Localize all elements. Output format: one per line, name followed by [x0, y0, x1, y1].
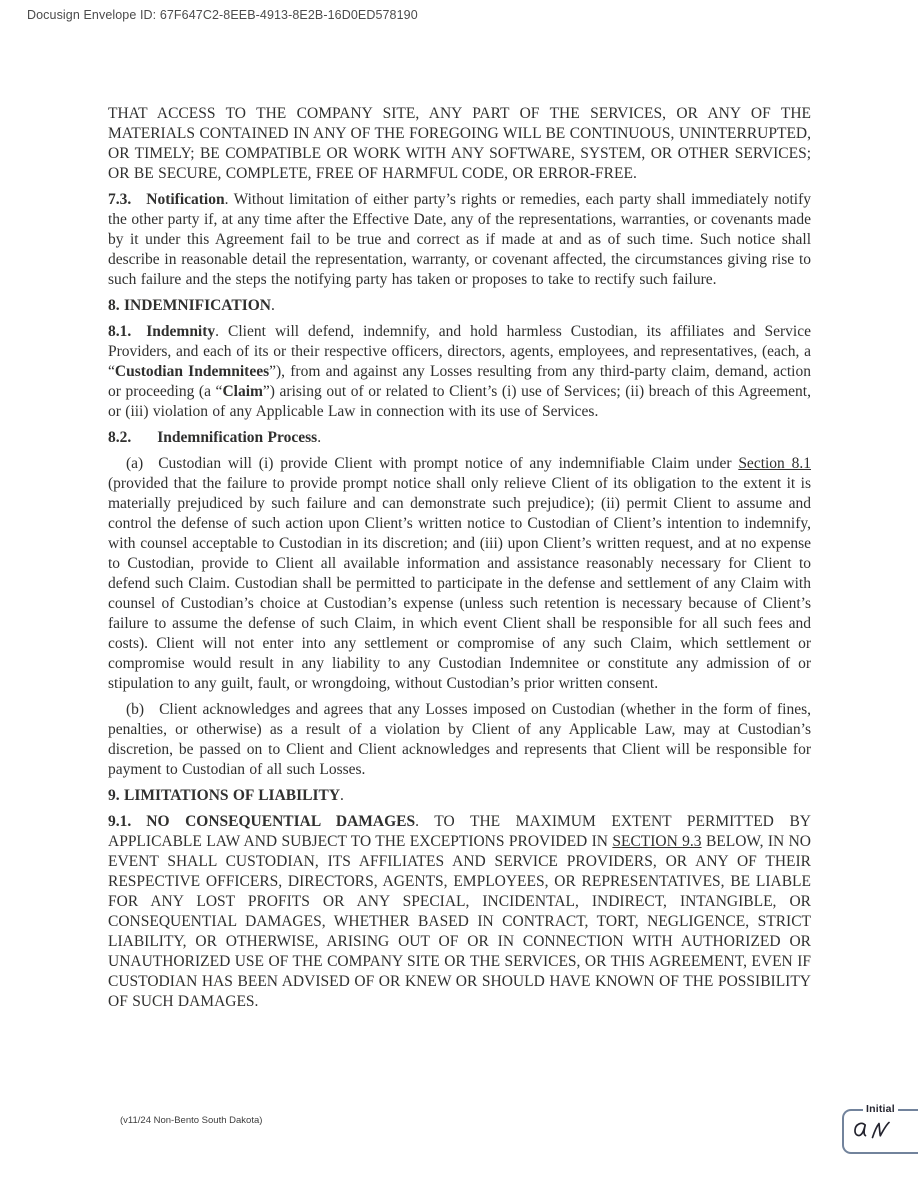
text-run: 8.1. — [108, 323, 132, 340]
text-run: Indemnification Process — [157, 429, 318, 446]
text-run: Indemnity — [146, 323, 216, 340]
initials-handwriting — [850, 1117, 898, 1149]
text-run: BELOW, IN NO EVENT SHALL CUSTODIAN, ITS AFFILIATES AND SERVICE PROVIDERS, OR ANY OF THEIR RESPECTIVE OFFICERS, DIRECTORS, AGENTS, EMPLOYEES, OR REPRESENTATIVES, BE LIABLE FOR ANY LOST PROFITS OR ANY SPECIAL, INCIDENTAL, INDIRECT, INTANGIBLE, OR CONSEQUENTIAL DAMAGES, WHETHER BASED IN CONTRACT, TORT, NEGLIGENCE, STRICT LIABILITY, OR OTHERWISE, ARISING OUT OF OR IN CONNECTION WITH AUTHORIZED OR UNAUTHORIZED USE OF THE COMPANY SITE OR THE SERVICES, OR THIS AGREEMENT, EVEN IF CUSTODIAN HAS BEEN ADVISED OF OR KNEW OR SHOULD HAVE KNOWN OF THE POSSIBILITY OF SUCH DAMAGES. — [108, 833, 811, 1010]
text-run: . TO THE MAXIMUM EXTENT PERMITTED BY APPLICABLE LAW AND SUBJECT TO THE EXCEPTIONS PROVIDED IN — [108, 813, 811, 850]
text-run: 9.1. — [108, 813, 132, 830]
text-run: (provided that the failure to provide prompt notice shall only relieve Client of its obligation to the extent it is materially prejudiced by such failure and can demonstrate such prejudice); (ii) permit Client to assume and control the defense of such action upon Client’s written notice to Custodian of Client’s intention to indemnify, with counsel acceptable to Custodian in its discretion; and (iii) upon Client’s written request, and at no expense to Custodian, provide to Client all available information and assistance reasonably necessary for Client to defend such Claim. Custodian shall be permitted to participate in the defense and settlement of any Claim with counsel of Custodian’s choice at Custodian’s expense (unless such retention is necessary because of Client’s failure to assume the defense of such Claim, in which event Client shall be responsible for all such fees and costs). Client will not enter into any settlement or compromise of any such Claim, which settlement or compromise would result in any liability to any Custodian Indemnitee or constitute any admission of or stipulation to any guilt, fault, or wrongdoing, without Custodian’s prior written consent. — [108, 475, 811, 692]
text-run: Claim — [222, 383, 263, 400]
text-run: . Client will defend, indemnify, and hold harmless Custodian, its affiliates and Service Providers, and each of its or their respective officers, directors, agents, employees, and representatives, (each, a “ — [108, 323, 811, 380]
text-run: THAT ACCESS TO THE COMPANY SITE, ANY PART OF THE SERVICES, OR ANY OF THE MATERIALS CONTAINED IN ANY OF THE FOREGOING WILL BE CONTINUOUS, UNINTERRUPTED, OR TIMELY; BE COMPATIBLE OR WORK WITH ANY SOFTWARE, SYSTEM, OR OTHER SERVICES; OR BE SECURE, COMPLETE, FREE OF HARMFUL CODE, OR ERROR-FREE. — [108, 105, 811, 182]
para-7-3-notification — [108, 190, 811, 290]
text-run: . — [317, 429, 322, 446]
text-run: (b) — [126, 701, 145, 718]
text-run: . Without limitation of either party’s rights or remedies, each party shall immediately notify the other party if, at any time after the Effective Date, any of the representations, warranties, or covenants made by it under this Agreement fail to be true and correct as if made at and as of such time. Such notice shall describe in reasonable detail the representation, warranty, or covenant affected, the circumstances giving rise to such failure and the steps the notifying party has taken or proposes to take to rectify such failure. — [108, 191, 811, 288]
heading-8-indemnification — [108, 296, 811, 316]
text-run: 9. LIMITATIONS OF LIABILITY — [108, 787, 341, 804]
text-run: ”), from and against any Losses resulting from any third-party claim, demand, action or proceeding (a “ — [108, 363, 811, 400]
document-body — [108, 104, 811, 1018]
text-run: SECTION 9.3 — [612, 833, 702, 850]
initial-signature-tab[interactable] — [842, 1103, 918, 1154]
footer-version-line: (v11/24 Non-Bento South Dakota) — [120, 1115, 263, 1126]
text-run: Client acknowledges and agrees that any Losses imposed on Custodian (whether in the form of fines, penalties, or otherwise) as a result of a violation by Client of any Applicable Law, may at Custodian’s discretion, be passed on to Client and Client acknowledges and represents that Client will be responsible for payment to Custodian of all such Losses. — [108, 701, 811, 778]
para-8-2-a — [108, 454, 811, 694]
para-9-1-no-consequential-damages — [108, 812, 811, 1012]
text-run: 8.2. — [108, 429, 132, 446]
text-run: Notification — [146, 191, 225, 208]
text-run: Custodian Indemnitees — [114, 363, 270, 380]
text-run: . — [270, 297, 275, 314]
heading-8-2-indemnification-process — [108, 428, 811, 448]
docusign-envelope-id: Docusign Envelope ID: 67F647C2-8EEB-4913-8E2B-16D0ED578190 — [27, 8, 418, 22]
heading-9-limitations-of-liability — [108, 786, 811, 806]
para-8-1-indemnity — [108, 322, 811, 422]
para-8-2-b — [108, 700, 811, 780]
para-warranty-disclaimer — [108, 104, 811, 184]
text-run: (a) — [126, 455, 144, 472]
text-run: . — [340, 787, 344, 804]
text-run: NO CONSEQUENTIAL DAMAGES — [146, 813, 416, 830]
text-run: Section 8.1 — [738, 455, 811, 472]
text-run: Custodian will (i) provide Client with prompt notice of any indemnifiable Claim under — [158, 455, 739, 472]
initial-tab-label: Initial — [863, 1103, 898, 1116]
text-run: 7.3. — [108, 191, 132, 208]
text-run: 8. INDEMNIFICATION — [108, 297, 271, 314]
text-run: ”) arising out of or related to Client’s (i) use of Services; (ii) breach of this Agreement, or (iii) violation of any Applicable Law in connection with its use of Services. — [108, 383, 811, 420]
